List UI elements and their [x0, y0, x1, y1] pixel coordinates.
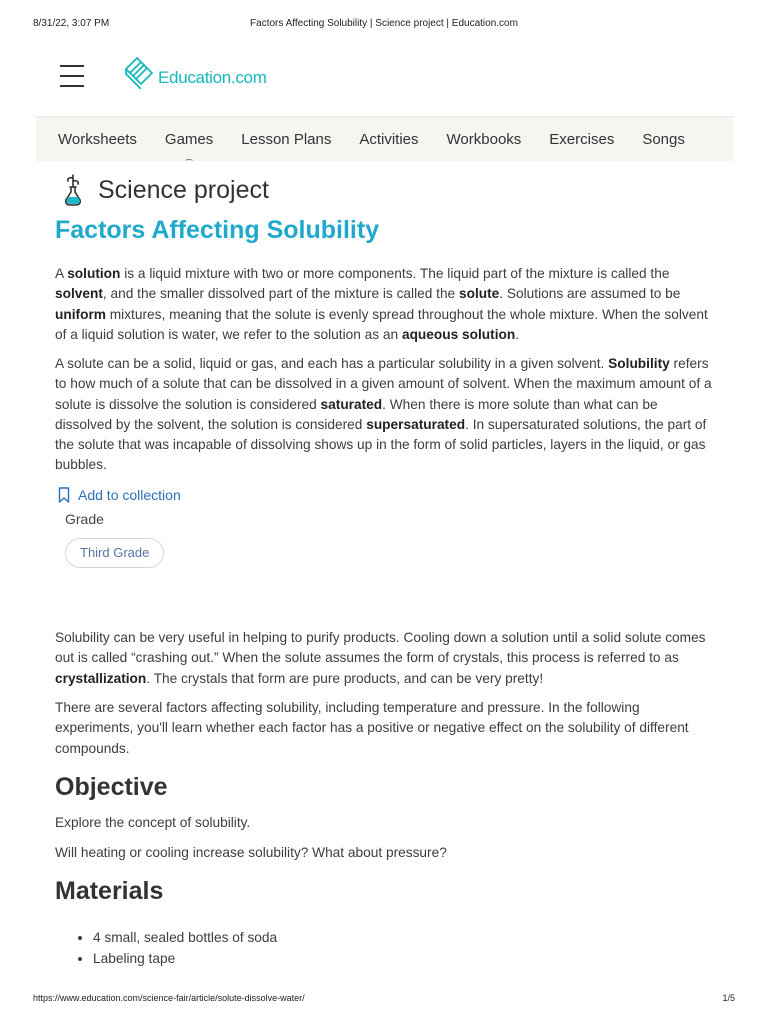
- flask-icon: [62, 173, 84, 207]
- term-aqueous-solution: aqueous solution: [401, 326, 516, 342]
- nav-item-lesson-plans[interactable]: Lesson Plans: [241, 130, 332, 148]
- objective-heading: Objective: [55, 773, 168, 801]
- materials-list: [93, 928, 277, 969]
- print-url: https://www.education.com/science-fair/article/solute-dissolve-water/: [33, 993, 305, 1003]
- objective-line: Explore the concept of solubility.: [55, 815, 251, 830]
- section-title: Science project: [98, 175, 269, 204]
- list-item: • Labeling tape: [93, 949, 277, 970]
- term-saturated: saturated: [320, 396, 383, 412]
- term-solution: solution: [67, 266, 121, 281]
- term-uniform: uniform: [55, 306, 106, 322]
- nav-item-worksheets[interactable]: Worksheets: [58, 130, 137, 148]
- site-logo[interactable]: [122, 54, 267, 90]
- term-solubility: Solubility: [608, 356, 670, 371]
- section-header: [62, 172, 269, 208]
- page-number: 1/5: [722, 993, 735, 1003]
- education-logo-icon: [122, 55, 156, 89]
- nav-item-exercises[interactable]: Exercises: [549, 130, 615, 148]
- nav-item-activities[interactable]: Activities: [359, 130, 419, 148]
- print-date: 8/31/22, 3:07 PM: [33, 18, 110, 29]
- factors-paragraph: There are several factors affecting solubility, including temperature and pressure. In the following experiments, you'll learn whether each factor has a positive or negative effect on the solubility of different compounds.: [55, 700, 689, 756]
- solubility-paragraph: A solute can be a solid, liquid or gas, and each has a particular solubility in a given solvent. Solubility refers to how much of a solute that can be dissolved in a given amount of solvent. When the maximum amount of a solute is dissolve the solution is considered saturated. When there is more solute than what can be dissolved by the solvent, the solution is considered supersaturated. In supersaturated solutions, the part of the solute that was incapable of dissolving shows up in the form of solid particles, layers in the liquid, or gas bubbles.: [55, 356, 712, 473]
- add-to-collection-button[interactable]: [58, 485, 181, 505]
- term-supersaturated: supersaturated: [366, 416, 466, 432]
- print-header: [33, 18, 735, 32]
- article-title: Factors Affecting Solubility: [55, 216, 380, 244]
- bookmark-icon: [58, 487, 70, 503]
- term-solvent: solvent: [55, 286, 103, 302]
- objective-line: Will heating or cooling increase solubility? What about pressure?: [55, 845, 447, 860]
- intro-paragraph: A solution is a liquid mixture with two or more components. The liquid part of the mixture is called the solvent, and the smaller dissolved part of the mixture is called the solute. Solutions are assumed to be uniform mixtures, meaning that the solute is evenly spread throughout the whole mixture. When the solvent of a liquid solution is water, we refer to the solution as an aqueous solution.: [55, 266, 708, 342]
- term-solute: solute: [458, 286, 500, 302]
- list-item: • 4 small, sealed bottles of soda: [93, 928, 277, 949]
- nav-item-games-label: Games: [164, 130, 214, 148]
- grade-label: Grade: [65, 511, 104, 527]
- menu-icon[interactable]: [60, 65, 84, 87]
- materials-heading: Materials: [55, 877, 164, 905]
- grade-tag[interactable]: Third Grade: [65, 538, 164, 568]
- nav-item-songs[interactable]: Songs: [642, 130, 685, 148]
- crystallization-paragraph: Solubility can be very useful in helping to purify products. Cooling down a solution until a solid solute comes out is called “crashing out.” When the solute assumes the form of crystals, this process is referred to as crystallization. The crystals that form are pure products, and can be very pretty!: [55, 630, 706, 686]
- term-crystallization: crystallization: [55, 670, 147, 686]
- print-footer: [33, 993, 735, 1007]
- logo-text: Education.com: [158, 68, 267, 87]
- nav-caret-icon: [185, 159, 193, 163]
- add-to-collection-label: Add to collection: [78, 487, 181, 503]
- print-page-title: Factors Affecting Solubility | Science project | Education.com: [250, 18, 518, 29]
- nav-item-workbooks[interactable]: Workbooks: [446, 130, 522, 148]
- main-nav: [36, 116, 733, 161]
- nav-item-games[interactable]: [165, 131, 213, 148]
